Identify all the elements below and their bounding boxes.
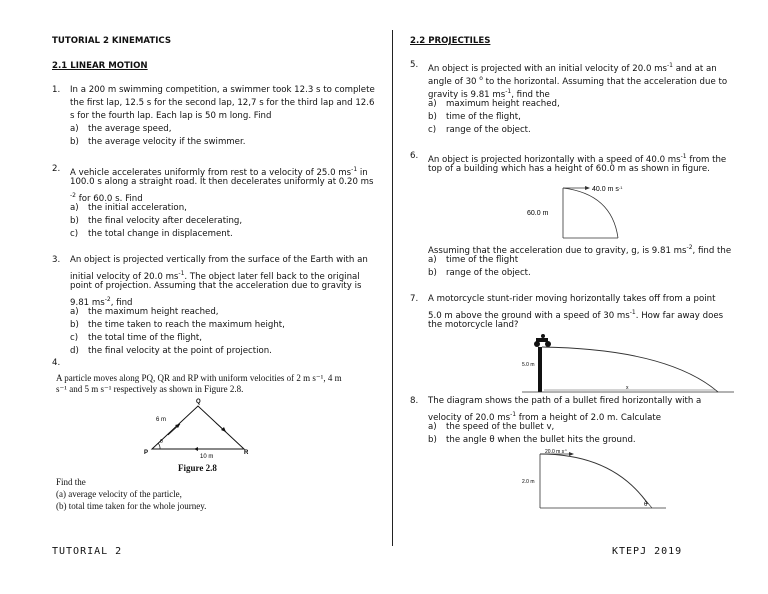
question-text: 100.0 s along a straight road. It then decelerates uniformly at 0.20 ms (70, 177, 374, 187)
option-label: b) (428, 268, 437, 278)
question-text: A particle moves along PQ, QR and RP with uniform velocities of 2 m s⁻¹, 4 m (56, 373, 342, 383)
section-heading-projectiles: 2.2 PROJECTILES (410, 36, 491, 46)
question-text: the first lap, 12.5 s for the second lap, 12,7 s for the third lap and 12.6 (70, 98, 375, 108)
question-text: initial velocity of 20.0 $ms^{-1}$. The object later fell back to the original (70, 270, 360, 282)
option-text: the angle θ when the bullet hits the ground. (446, 435, 636, 445)
option-label: a) (70, 124, 79, 134)
question-text: An object is projected horizontally with a speed of 40.0 $ms^{-1}$ from the (428, 153, 727, 165)
vertex-q-label: Q (196, 399, 201, 405)
option-text: the initial acceleration, (88, 203, 187, 213)
question-number: 2. (52, 164, 61, 174)
figure-caption: Figure 2.8 (178, 463, 217, 473)
question-text: point of projection. Assuming that the acceleration due to gravity is (70, 281, 362, 291)
ramp-height-label: 5.0 m (522, 362, 535, 368)
side-pr-label: 10 m (200, 454, 214, 460)
fire-height-label: 2.0 m (522, 479, 535, 485)
question-text: An object is projected with an initial velocity of 20.0 $ms^{-1}$ and at an (428, 62, 717, 74)
option-text: the total change in displacement. (88, 229, 233, 239)
option-text: the average speed, (88, 124, 172, 134)
question-number: 4. (52, 358, 61, 368)
question-number: 6. (410, 151, 419, 161)
option-text: (a) average velocity of the particle, (56, 489, 182, 499)
option-label: c) (428, 125, 437, 135)
option-label: b) (70, 137, 79, 147)
section-heading-linear-motion: 2.1 LINEAR MOTION (52, 61, 148, 71)
option-text: range of the object. (446, 268, 531, 278)
question-text: angle of 30 $^o$ to the horizontal. Assuming that the acceleration due to (428, 75, 728, 87)
option-label: d) (70, 346, 79, 356)
option-label: b) (70, 320, 79, 330)
motorcycle-icon (534, 334, 551, 347)
option-text: time of the flight (446, 255, 519, 265)
question-text: An object is projected vertically from the surface of the Earth with an (70, 255, 368, 265)
option-label: c) (70, 333, 79, 343)
figure-building-projectile (520, 180, 640, 242)
footer-left: TUTORIAL 2 (52, 546, 123, 557)
bullet-speed-label: 20.0 m $s^{-1}$ (545, 448, 567, 455)
option-text: the average velocity if the swimmer. (88, 137, 246, 147)
impact-angle-label: θ (644, 502, 648, 508)
question-text: top of a building which has a height of 60.0 m as shown in figure. (428, 164, 710, 174)
option-text: maximum height reached, (446, 99, 560, 109)
option-label: b) (428, 112, 437, 122)
question-text: velocity of 20.0 $ms^{-1}$ from a height of 2.0 m. Calculate (428, 411, 662, 423)
option-text: range of the object. (446, 125, 531, 135)
question-text: A motorcycle stunt-rider moving horizontally takes off from a point (428, 294, 716, 304)
figure-2-8-triangle (140, 394, 250, 460)
footer-right: KTEPJ 2019 (612, 546, 683, 557)
option-text: time of the flight, (446, 112, 521, 122)
building-height-label: 60.0 m (527, 210, 549, 217)
question-text: 5.0 m above the ground with a speed of 30 $ms^{-1}$. How far away does (428, 309, 724, 321)
question-number: 3. (52, 255, 61, 265)
figure-bullet-path (518, 446, 668, 512)
option-label: a) (428, 99, 437, 109)
question-text: gravity is 9.81 $ms^{-1}$, find the (428, 88, 550, 100)
initial-speed-label: 40.0 m $s^{-1}$ (592, 184, 623, 193)
option-text: the final velocity after decelerating, (88, 216, 243, 226)
option-label: b) (428, 435, 437, 445)
question-number: 8. (410, 396, 419, 406)
vertex-r-label: R (244, 450, 249, 456)
option-label: a) (70, 307, 79, 317)
option-text: the time taken to reach the maximum height, (88, 320, 285, 330)
distance-x-label: x (626, 385, 629, 391)
column-divider (392, 30, 393, 546)
question-number: 5. (410, 60, 419, 70)
option-text: the maximum height reached, (88, 307, 219, 317)
option-label: c) (70, 229, 79, 239)
option-label: a) (70, 203, 79, 213)
question-number: 1. (52, 85, 61, 95)
question-text: the motorcycle land? (428, 320, 519, 330)
question-text: s for the fourth lap. Each lap is 50 m long. Find (70, 111, 272, 121)
question-text: A vehicle accelerates uniformly from rest to a velocity of 25.0 $ms^{-1}$ in (70, 166, 368, 178)
question-text: Assuming that the acceleration due to gravity, g, is 9.81 $ms^{-2}$, find the (428, 244, 732, 256)
option-text: the final velocity at the point of projection. (88, 346, 272, 356)
option-label: a) (428, 255, 437, 265)
question-text: Find the (56, 477, 86, 487)
side-pq-label: 6 m (156, 417, 167, 423)
question-text: s⁻¹ and 5 m s⁻¹ respectively as shown in Figure 2.8. (56, 384, 244, 394)
question-text: In a 200 m swimming competition, a swimmer took 12.3 s to complete (70, 85, 375, 95)
angle-theta-label: θ (160, 439, 163, 445)
question-text: The diagram shows the path of a bullet fired horizontally with a (428, 396, 702, 406)
page-title: TUTORIAL 2 KINEMATICS (52, 36, 172, 46)
question-text: 9.81 $ms^{-2}$, find (70, 296, 133, 308)
option-label: b) (70, 216, 79, 226)
question-number: 7. (410, 294, 419, 304)
vertex-p-label: P (144, 450, 149, 456)
option-text: the speed of the bullet v, (446, 422, 555, 432)
option-text: (b) total time taken for the whole journey. (56, 501, 207, 511)
option-text: the total time of the flight, (88, 333, 203, 343)
question-text: $^{-2}$ for 60.0 s. Find (70, 192, 143, 204)
figure-motorcycle-jump (518, 334, 738, 396)
option-label: a) (428, 422, 437, 432)
